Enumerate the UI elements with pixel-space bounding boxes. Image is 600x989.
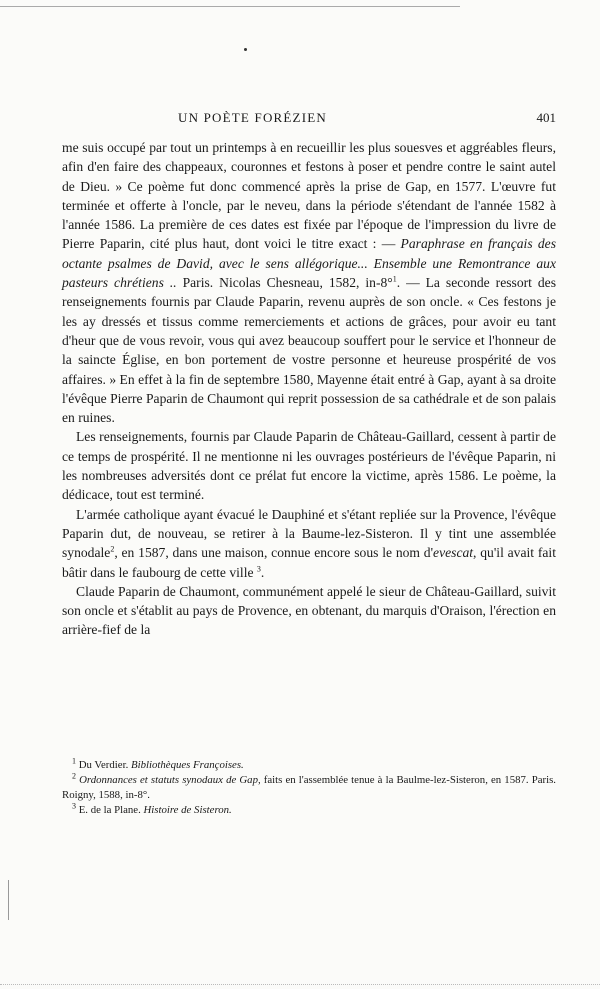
paragraph-3-text-a: L'armée catholique ayant évacué le Dauphiné et s'étant repliée sur la Provence, l'évêque Paparin dut, de nouveau, se retirer à la Baume-lez-Sisteron. Il y tint une assemblée synodale (62, 506, 556, 561)
page-header (62, 110, 556, 130)
footnotes (62, 758, 556, 818)
footnote-ref-3: 3 (256, 564, 261, 573)
margin-mark (8, 880, 9, 920)
footnote-2-title: Ordonnances et statuts synodaux de Gap, (79, 774, 261, 786)
paragraph-1-text-a: me suis occupé par tout un printemps à en recueillir les plus souesves et aggréables fleurs, afin d'en faire des chappeaux, couronnes et festons à poser et pendre contre le saint autel de Dieu. » Ce poème fut donc commencé après la prise de Gap, en 1577. L'œuvre fut terminée et offerte à l'oncle, par le neveu, dans la période s'étendant de l'année 1582 à l'année 1586. La première de ces dates est fixée par l'époque de l'impression du livre de Pierre Paparin, cité plus haut, dont voici le titre exact : — (62, 140, 556, 252)
book-title-paraphrase: Paraphrase en français des octante psalmes de David, avec le sens allégorique... Ensemble une Remontrance aux pasteurs chrétiens .. (62, 236, 556, 291)
page-number: 401 (536, 110, 556, 125)
footnote-1-text: Du Verdier. (78, 759, 131, 771)
ink-speck (244, 48, 247, 51)
running-title: UN POÈTE FORÉZIEN (178, 110, 327, 125)
footnote-2-mark: 2 (72, 771, 76, 781)
word-evescat: evescat (433, 545, 474, 561)
paragraph-4: Claude Paparin de Chaumont, communément appelé le sieur de Château-Gaillard, suivit son oncle et s'établit au pays de Provence, en obtenant, du marquis d'Oraison, l'érection en arrière-fief de la (62, 583, 556, 638)
paragraph-1 (62, 138, 556, 427)
footnote-3-mark: 3 (72, 801, 76, 811)
paragraph-2: Les renseignements, fournis par Claude Paparin de Château-Gaillard, cessent à partir de ce temps de prospérité. Il ne mentionne ni les ouvrages postérieurs de l'évêque Paparin, ni les nombreuses adversités dont ce prélat fut encore la victime, après 1586. Le poème, la dédicace, tout est terminé. (62, 429, 556, 503)
bottom-scan-edge (0, 984, 600, 985)
footnote-1-title: Bibliothèques Françoises. (130, 759, 244, 771)
footnote-3-text: E. de la Plane. (78, 804, 144, 816)
paragraph-1-text-b: Paris. Nicolas Chesneau, 1582, in-8° (176, 275, 393, 291)
footnote-ref-1: 1 (392, 274, 397, 284)
paragraph-1-text-c: . — La seconde ressort des renseignements fournis par Claude Paparin, revenu auprès de son oncle. « Ces festons je les ay dressés et tissus comme remerciements et actions de grâces, pour avoir eu tant d'heur que de vous revoir, vous qui avez beaucoup souffert pour le service et l'honneur de la saincte Église, en bon portement de vostre personne et heureuse prospérité de vos affaires. » En effet à la fin de septembre 1580, Mayenne était entré à Gap, ayant à sa droite l'évêque Pierre Paparin de Chaumont qui reprit possession de sa cathédrale et de son palais en ruines. (62, 275, 556, 426)
footnote-1-mark: 1 (72, 756, 76, 766)
footnote-3-title: Histoire de Sisteron. (143, 804, 232, 816)
paragraph-3 (62, 505, 556, 582)
footnote-1 (62, 758, 556, 773)
main-text (62, 138, 556, 640)
footnote-3 (62, 803, 556, 818)
footnote-2-text: faits en l'assemblée tenue à la Baulme-lez-Sisteron, en 1587. Paris. Roigny, 1588, in-8°. (62, 774, 556, 801)
footnote-ref-2: 2 (110, 544, 115, 554)
paragraph-3-text-b: , en 1587, dans une maison, connue encore sous le nom d' (114, 545, 434, 561)
paragraph-3-text-d: . (260, 564, 265, 580)
paragraph-3-text-c: , qu'il avait fait bâtir dans le faubourg de cette ville (62, 545, 556, 580)
footnote-2 (62, 773, 556, 803)
top-scan-edge (0, 6, 460, 7)
